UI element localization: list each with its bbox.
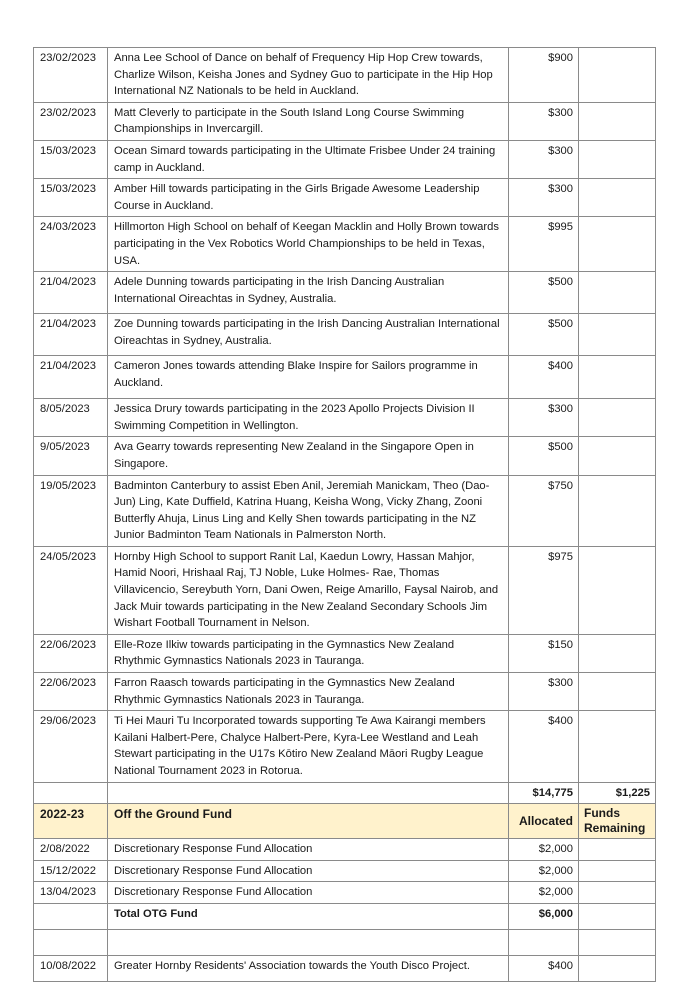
- table-row: [34, 437, 656, 475]
- grant-description: Badminton Canterbury to assist Eben Anil, Jeremiah Manickam, Theo (Dao-Jun) Ling, Kate Duffield, Katrina Huang, Keisha Wong, Vicky Zhang, Zooni Butterfly Ahuja, Linus Ling and Kelly Shen towards participating in the NZ Junior Badminton Team Nationals in Palmerston North.: [108, 475, 509, 546]
- allocation-amount: $2,000: [509, 860, 579, 882]
- grant-amount: $300: [509, 102, 579, 140]
- section-year: 2022-23: [34, 804, 108, 839]
- grant-amount: $975: [509, 546, 579, 634]
- grant-amount: $900: [509, 48, 579, 103]
- grant-remaining: [579, 356, 656, 399]
- grant-description: Cameron Jones towards attending Blake Inspire for Sailors programme in Auckland.: [108, 356, 509, 399]
- table-row: [34, 140, 656, 178]
- grant-date: 22/06/2023: [34, 673, 108, 711]
- allocation-description: Discretionary Response Fund Allocation: [108, 882, 509, 904]
- grant-amount: $400: [509, 356, 579, 399]
- grant-remaining: [579, 179, 656, 217]
- grant-amount: $150: [509, 634, 579, 672]
- grant-remaining: [579, 314, 656, 356]
- grant-date: 21/04/2023: [34, 314, 108, 356]
- grant-date: 29/06/2023: [34, 711, 108, 782]
- table-row: [34, 673, 656, 711]
- table-row: [34, 955, 656, 981]
- grant-remaining: [579, 475, 656, 546]
- grant-date: 24/03/2023: [34, 217, 108, 272]
- table-row: [34, 48, 656, 103]
- grant-amount: $995: [509, 217, 579, 272]
- table-row: [34, 399, 656, 437]
- grant-amount: $500: [509, 437, 579, 475]
- allocation-description: Discretionary Response Fund Allocation: [108, 839, 509, 861]
- grant-date: 23/02/2023: [34, 102, 108, 140]
- grant-remaining: [579, 140, 656, 178]
- table-row: [34, 839, 656, 861]
- funds-remaining-header: Funds Remaining: [579, 804, 656, 839]
- grant-description: Adele Dunning towards participating in the Irish Dancing Australian International Oireachtas in Sydney, Australia.: [108, 272, 509, 314]
- allocation-date: 2/08/2022: [34, 839, 108, 861]
- grant-amount: $300: [509, 179, 579, 217]
- grant-date: 10/08/2022: [34, 955, 108, 981]
- grant-date: 8/05/2023: [34, 399, 108, 437]
- grant-description: Anna Lee School of Dance on behalf of Frequency Hip Hop Crew towards, Charlize Wilson, Keisha Jones and Sydney Guo to participate in the Hip Hop International NZ Nationals to be held in Auckland.: [108, 48, 509, 103]
- spacer-row: [34, 929, 656, 955]
- table-row: [34, 272, 656, 314]
- table-row: [34, 860, 656, 882]
- otg-total-amount: $6,000: [509, 903, 579, 929]
- grant-description: Ocean Simard towards participating in the Ultimate Frisbee Under 24 training camp in Auckland.: [108, 140, 509, 178]
- grant-date: 19/05/2023: [34, 475, 108, 546]
- grant-description: Farron Raasch towards participating in the Gymnastics New Zealand Rhythmic Gymnastics Nationals 2023 in Tauranga.: [108, 673, 509, 711]
- allocation-date: 15/12/2022: [34, 860, 108, 882]
- grant-remaining: [579, 217, 656, 272]
- grant-remaining: [579, 102, 656, 140]
- allocated-header: Allocated: [509, 804, 579, 839]
- grant-description: Hillmorton High School on behalf of Keegan Macklin and Holly Brown towards participating in the Vex Robotics World Championships to be held in Texas, USA.: [108, 217, 509, 272]
- grant-amount: $400: [509, 955, 579, 981]
- allocation-amount: $2,000: [509, 839, 579, 861]
- grant-amount: $300: [509, 673, 579, 711]
- section-header-row: [34, 804, 656, 839]
- table-row: [34, 217, 656, 272]
- grant-amount: $300: [509, 399, 579, 437]
- allocation-amount: $2,000: [509, 882, 579, 904]
- grant-date: 23/02/2023: [34, 48, 108, 103]
- grant-description: Jessica Drury towards participating in the 2023 Apollo Projects Division II Swimming Competition in Wellington.: [108, 399, 509, 437]
- grant-description: Hornby High School to support Ranit Lal, Kaedun Lowry, Hassan Mahjor, Hamid Noori, Hrishaal Raj, TJ Noble, Luke Holmes- Rae, Thomas Villavicencio, Sereybuth Yorn, Dani Owen, Reige Amarillo, Faysal Nairob, and Jack Muir towards participating in the New Zealand Secondary Schools Jim Wishart Football Tournament in Nelson.: [108, 546, 509, 634]
- table-row: [34, 882, 656, 904]
- otg-total-row: [34, 903, 656, 929]
- table-row: [34, 711, 656, 782]
- grant-description: Greater Hornby Residents' Association towards the Youth Disco Project.: [108, 955, 509, 981]
- totals-row: [34, 782, 656, 804]
- table-row: [34, 314, 656, 356]
- grant-date: 21/04/2023: [34, 356, 108, 399]
- table-row: [34, 179, 656, 217]
- grant-description: Ava Gearry towards representing New Zealand in the Singapore Open in Singapore.: [108, 437, 509, 475]
- allocation-date: 13/04/2023: [34, 882, 108, 904]
- table-row: [34, 546, 656, 634]
- grant-remaining: [579, 673, 656, 711]
- grant-description: Matt Cleverly to participate in the South Island Long Course Swimming Championships in Invercargill.: [108, 102, 509, 140]
- table-row: [34, 356, 656, 399]
- grant-amount: $300: [509, 140, 579, 178]
- total-allocated: $14,775: [509, 782, 579, 804]
- grant-date: 22/06/2023: [34, 634, 108, 672]
- grant-remaining: [579, 437, 656, 475]
- grant-remaining: [579, 272, 656, 314]
- grant-date: 9/05/2023: [34, 437, 108, 475]
- grant-remaining: [579, 48, 656, 103]
- grant-amount: $500: [509, 314, 579, 356]
- grant-description: Elle-Roze Ilkiw towards participating in the Gymnastics New Zealand Rhythmic Gymnastics Nationals 2023 in Tauranga.: [108, 634, 509, 672]
- grant-remaining: [579, 634, 656, 672]
- grant-amount: $500: [509, 272, 579, 314]
- grant-description: Amber Hill towards participating in the Girls Brigade Awesome Leadership Course in Auckland.: [108, 179, 509, 217]
- grants-table: [33, 47, 656, 982]
- grant-amount: $400: [509, 711, 579, 782]
- grant-remaining: [579, 399, 656, 437]
- grant-date: 15/03/2023: [34, 179, 108, 217]
- table-row: [34, 475, 656, 546]
- otg-total-label: Total OTG Fund: [108, 903, 509, 929]
- grant-amount: $750: [509, 475, 579, 546]
- table-row: [34, 102, 656, 140]
- section-title: Off the Ground Fund: [108, 804, 509, 839]
- grant-date: 15/03/2023: [34, 140, 108, 178]
- allocation-description: Discretionary Response Fund Allocation: [108, 860, 509, 882]
- grant-remaining: [579, 711, 656, 782]
- table-row: [34, 634, 656, 672]
- grant-remaining: [579, 546, 656, 634]
- grant-date: 21/04/2023: [34, 272, 108, 314]
- grant-description: Zoe Dunning towards participating in the Irish Dancing Australian International Oireachtas in Sydney, Australia.: [108, 314, 509, 356]
- grant-date: 24/05/2023: [34, 546, 108, 634]
- total-remaining: $1,225: [579, 782, 656, 804]
- grant-description: Ti Hei Mauri Tu Incorporated towards supporting Te Awa Kairangi members Kailani Halbert-Pere, Chalyce Halbert-Pere, Kyra-Lee Westland and Leah Stewart participating in the U17s Kōtiro New Zealand Māori Rugby League National Tournament 2023 in Rotorua.: [108, 711, 509, 782]
